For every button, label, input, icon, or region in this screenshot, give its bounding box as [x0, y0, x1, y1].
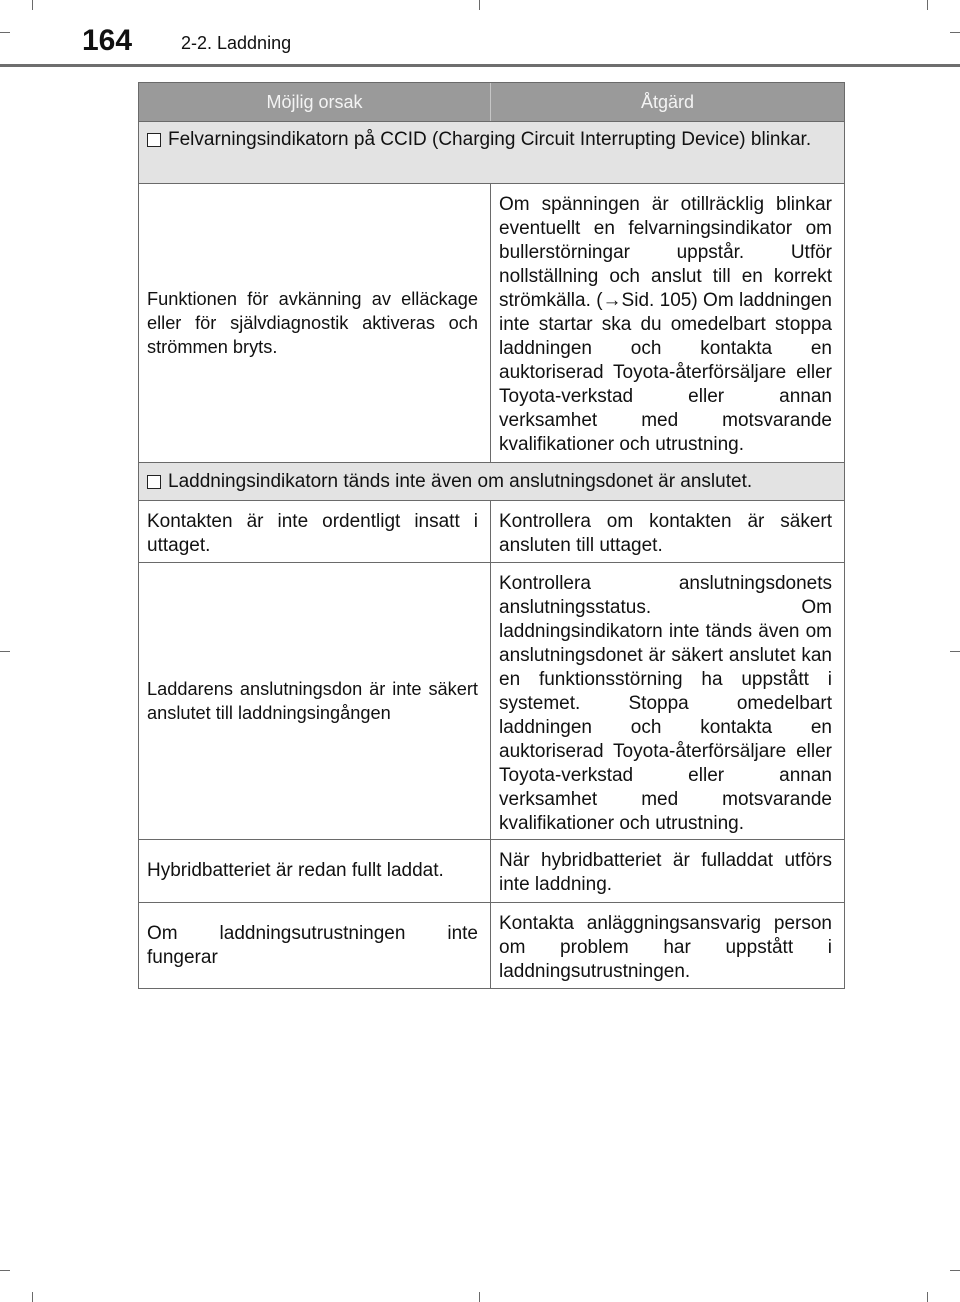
cause-cell [139, 501, 491, 562]
crop-mark [927, 1292, 928, 1302]
crop-mark [0, 32, 10, 33]
cause-cell [139, 184, 491, 462]
symptom-row [139, 462, 844, 500]
cause-cell [139, 563, 491, 839]
header-rule [0, 64, 960, 67]
action-cell [491, 903, 844, 988]
section-title: 2-2. Laddning [181, 33, 292, 53]
checkbox-icon [147, 475, 161, 489]
crop-mark [479, 0, 480, 10]
action-text: Om spänningen är otillräcklig blinkar eventuellt en felvarningsindikator om bullerstörningar uppstår. Utför nollställning och anslut till en korrekt strömkälla. (→Sid. 105) Om laddningen inte startar ska du omedelbart stoppa laddningen och kontakta en auktoriserad Toyota-återförsäljare eller Toyota-verkstad eller annan verksamhet med motsvarande kvalifikationer och utrustning. [499, 194, 832, 455]
crop-mark [32, 0, 33, 10]
crop-mark [950, 32, 960, 33]
checkbox-icon [147, 133, 161, 147]
column-header-action: Åtgärd [640, 91, 695, 112]
crop-mark [950, 651, 960, 652]
crop-mark [0, 1270, 10, 1271]
cause-cell [139, 840, 491, 902]
action-text: Kontrollera om kontakten är säkert ansluten till uttaget. [499, 511, 832, 556]
symptom-text: Laddningsindikatorn tänds inte även om anslutningsdonet är anslutet. [168, 470, 753, 492]
action-cell [491, 501, 844, 562]
table-row [139, 562, 844, 839]
crop-mark [32, 1292, 33, 1302]
cause-text: Kontakten är inte ordentligt insatt i uttaget. [147, 511, 478, 556]
page-number: 164 [82, 24, 133, 57]
cause-cell [139, 903, 491, 988]
cause-text: Funktionen för avkänning av elläckage eller för självdiagnostik aktiveras och strömmen bryts. [147, 289, 478, 357]
table-row [139, 902, 844, 988]
table-row [139, 183, 844, 462]
symptom-text: Felvarningsindikatorn på CCID (Charging Circuit Interrupting Device) blinkar. [168, 129, 812, 150]
crop-mark [479, 1292, 480, 1302]
column-header-cause: Möjlig orsak [139, 83, 491, 121]
action-text: Kontakta anläggningsansvarig person om problem har uppstått i laddningsutrustningen. [499, 913, 832, 982]
action-text: Kontrollera anslutningsdonets anslutningsstatus. Om laddningsindikatorn inte tänds även om anslutningsdonet är säkert anslutet kan en funktionsstörning ha uppstått i systemet. Stoppa omedelbart laddningen och kontakta en auktoriserad Toyota-återförsäljare eller Toyota-verkstad eller annan verksamhet med motsvarande kvalifikationer och utrustning. [499, 573, 832, 834]
troubleshooting-table [138, 82, 845, 989]
action-cell [491, 563, 844, 839]
action-cell [491, 184, 844, 462]
cause-text: Laddarens anslutningsdon är inte säkert anslutet till laddningsingången [147, 679, 478, 723]
table-row [139, 839, 844, 902]
symptom-row [139, 121, 844, 183]
action-cell [491, 840, 844, 902]
action-text: När hybridbatteriet är fulladdat utförs inte laddning. [499, 850, 832, 895]
cause-text: Hybridbatteriet är redan fullt laddat. [147, 860, 444, 881]
crop-mark [950, 1270, 960, 1271]
cause-text: Om laddningsutrustningen inte fungerar [147, 922, 478, 968]
crop-mark [927, 0, 928, 10]
table-header [139, 83, 844, 121]
table-row [139, 500, 844, 562]
crop-mark [0, 651, 10, 652]
